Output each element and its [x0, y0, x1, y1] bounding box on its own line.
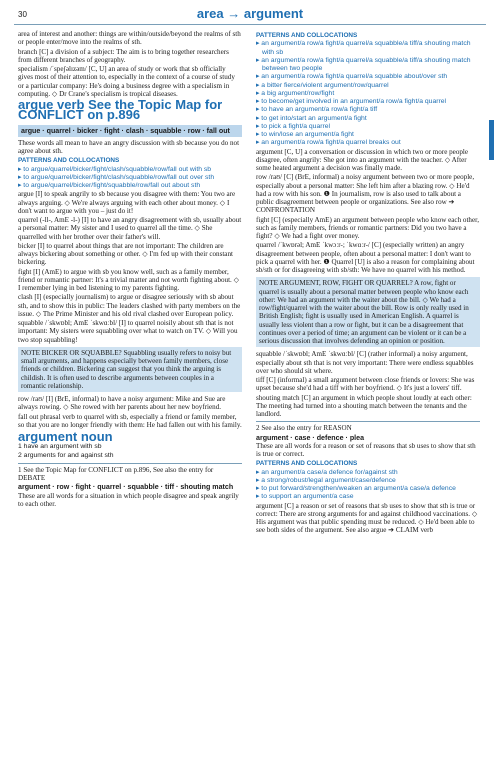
- entry-argument-reason: argument [C] a reason or set of reasons that sb uses to show that sth is true or correct: There are strong arguments for and against childhood vaccinations. ◇ His argument was that public spending must be reduced. ◇ He'd been able to see both sides of the argument. See also argue ➔ CLAIM verb: [256, 501, 478, 535]
- argument-synonyms-line: argument · row · fight · quarrel · squabble · tiff · shouting match: [18, 483, 234, 492]
- collocation-item: ▸ to have an argument/a row/a fight/a tiff: [256, 106, 378, 114]
- entry-fall-out: fall out phrasal verb to quarrel with sb, especially a friend or family member, so that you are no longer friendly with them: He had fallen out with his family.: [18, 412, 242, 429]
- entry-tiff: tiff [C] (informal) a small argument between close friends or lovers: She was upset because she'd had a tiff with her boyfriend. ◇ It's just a lovers' tiff.: [256, 376, 475, 393]
- headword-argue-line: [18, 97, 242, 123]
- entry-quarrel: quarrel /ˈkwɒrəl; AmE ˈkwɔːr-; ˈkwɑːr-/ [C] (especially written) an angry disagreement between people, often about a personal matter: I don't want to pick a quarrel with her. ❶ Quarrel [U] is also a reason for complaining about sb/sth or for disagreeing with sb/sth: We have no quarrel with his method.: [256, 241, 475, 274]
- collocation-item: ▸ to pick a fight/a quarrel: [256, 122, 331, 130]
- sense-list-item: 1 have an argument with sb: [18, 443, 102, 451]
- collocation-item: ▸ an argument/a row/a fight/a quarrel/a squabble about/over sth: [256, 73, 448, 81]
- entry-argument: argument [C, U] a conversation or discussion in which two or more people disagree, often angrily: She got into an argument with the teacher. ◇ After some heated argument a decision was finally made.: [256, 147, 469, 172]
- headword-argue: argue verb See the Topic Map for CONFLICT on p.896: [18, 97, 223, 123]
- collocation-item: ▸ to become/get involved in an argument/a row/a fight/a quarrel: [256, 98, 447, 105]
- collocation-item: ▸ to argue/quarrel/bicker/fight/clash/squabble/row/fall out with sb: [18, 165, 212, 173]
- argue-definition: These words all mean to have an angry discussion with sb because you do not agree about sth.: [18, 138, 240, 155]
- headword-argument: argument noun: [18, 429, 113, 444]
- collocation-item: ▸ a bitter fierce/violent argument/row/quarrel: [256, 81, 389, 89]
- argument-case-definition: These are all words for a reason or set of reasons that sb uses to show that sth is true or correct.: [256, 441, 476, 458]
- collocation-item: ▸ an argument/a row/a fight/a quarrel/a squabble/a tiff/a shouting match between two people: [256, 56, 471, 72]
- entry-quarrel: quarrel (-ll-, AmE -l-) [I] to have an angry disagreement with sb, usually about a personal matter: My sister and I used to quarrel all the time. ◇ She quarrelled with her brother over their father's will.: [18, 216, 242, 241]
- collocation-item: ▸ to win/lose an argument/a fight: [256, 131, 354, 138]
- collocation-item: ▸ to argue/quarrel/bicker/fight/clash/squabble/row/fall out over sth: [18, 173, 215, 181]
- collocation-item: ▸ an argument/a case/a defence for/against sth: [256, 468, 398, 476]
- patterns-heading: PATTERNS AND COLLOCATIONS: [256, 32, 358, 39]
- patterns-heading: PATTERNS AND COLLOCATIONS: [256, 460, 358, 468]
- entry-squabble: squabble /ˈskwɒbl; AmE ˈskwɑːbl/ [I] to quarrel noisily about sth that is not important: My sisters were squabbling over what to watch on TV. ◇ Will you two stop squabbling!: [18, 319, 238, 344]
- note-argument-row-fight-quarrel: NOTE ARGUMENT, ROW, FIGHT OR QUARREL? A row, fight or quarrel is usually about a personal matter between people who know each other: We had an argument with the waiter about the bill. ◇ We had a row/fight/quarrel with the waiter about the bill. Row is only really used in British English; fight is usually used in American English. A quarrel is usually less violent than a row or fight, but it can be a disagreement that continues over a period of time; an argument can be violent or it can be a serious discussion that involves defending an opinion or position.: [256, 277, 480, 347]
- argue-synonyms-bar: argue · quarrel · bicker · fight · clash · squabble · row · fall out: [18, 125, 242, 137]
- sense-1-ref: 1 See the Topic Map for CONFLICT on p.896, See also the entry for DEBATE: [18, 465, 214, 482]
- note-bicker-squabble: NOTE BICKER OR SQUABBLE? Squabbling usually refers to noisy but small arguments, and happens especially between family members, close friends or children. Bickering can suggest that you think the arguing is childish. It is often used to describe arguments between couples in a romantic relationship.: [18, 347, 242, 392]
- collocation-item: ▸ to support an argument/a case: [256, 493, 354, 501]
- section-divider: [256, 421, 480, 422]
- headword-argument-line: [18, 429, 242, 444]
- section-divider: [18, 463, 242, 464]
- page-header: area → argument: [196, 6, 304, 21]
- entry-argue: argue [I] to speak angrily to sb because you disagree with them: You two are always arguing. ◇ We're always arguing with each other about money. ◇ I don't want to argue with you – just do it!: [18, 190, 236, 215]
- entry-realm: area of interest and another: things are within/outside/beyond the realms of sth or people enter/move into the realms of sth.: [18, 30, 241, 47]
- entry-row: row /raʊ/ [C] (BrE, informal) a noisy argument between two or more people, especially about a personal matter: She left him after a blazing row. ◇ He'd had a row with his son. ❶ In journalism, row is also used to talk about a public disagreement between people or organizations. See also row ➔ CONFRONTATION: [256, 173, 475, 215]
- collocation-item: ▸ to argue/quarrel/bicker/fight/squabble/row/fall out about sth: [18, 182, 201, 189]
- left-column: [18, 30, 242, 509]
- sense-2-ref: 2 See also the entry for REASON: [256, 424, 352, 433]
- entry-clash: clash [I] (especially journalism) to argue or disagree seriously with sb about sth, and to show this in public: The leaders clashed with party members on the issue. ◇ The Prime Minister and his old rival clashed over European policy.: [18, 293, 241, 318]
- collocation-item: ▸ to get into/start an argument/a fight: [256, 114, 367, 122]
- page-number: 30: [18, 10, 27, 19]
- entry-fight: fight [I] (AmE) to argue with sb you know well, such as a family member, friend or romantic partner: It's a trivial matter and not worth fighting about. ◇ I remember lying in bed listening to my parents fighting.: [18, 267, 240, 292]
- patterns-heading: PATTERNS AND COLLOCATIONS: [18, 157, 120, 165]
- argument-definition: These are all words for a situation in which people disagree and speak angrily to each other.: [18, 491, 239, 508]
- entry-row: row /raʊ/ [I] (BrE, informal) to have a noisy argument: Mike and Sue are always rowing. ◇ She rowed with her parents about her new boyfriend.: [18, 395, 226, 412]
- collocation-item: ▸ an argument/a row/a fight/a quarrel/a squabble/a tiff/a shouting match with sb: [256, 40, 471, 56]
- collocation-item: ▸ an argument/a row/a fight/a quarrel breaks out: [256, 139, 401, 147]
- argument-case-synonyms-line: argument · case · defence · plea: [256, 433, 365, 442]
- sense-list-item: 2 arguments for and against sth: [18, 451, 114, 459]
- entry-squabble: squabble /ˈskwɒbl; AmE ˈskwɑːbl/ [C] (rather informal) a noisy argument, especially about sth that is not very important: There were endless squabbles over who should sit where.: [256, 350, 474, 375]
- entry-fight: fight [C] (especially AmE) an argument between people who know each other, such as family members, friends or romantic partners: Did you two have a fight? ◇ We had a fight over money.: [256, 215, 479, 240]
- collocation-item: ▸ to put forward/strengthen/weaken an argument/a case/a defence: [256, 485, 456, 492]
- collocation-item: ▸ a strong/robust/legal argument/case/defence: [256, 476, 396, 484]
- entry-specialism: specialism /ˈspeʃəlɪzəm/ [C, U] an area of study or work that sb officially gives most of their attention to, especially in the context of a course of study or a particular company: He's doing a business degree with a specialism in computing. ◇ Dr Crane's specialism is tropical diseases.: [18, 65, 235, 98]
- entry-shouting-match: shouting match [C] an argument in which people shout loudly at each other: The meeting had turned into a shouting match between the tenants and the landlord.: [256, 393, 472, 418]
- entry-bicker: bicker [I] to quarrel about things that are not important: The children are always bickering about something or other. ◇ I'm fed up with their constant bickering.: [18, 241, 233, 267]
- right-column: [256, 30, 480, 536]
- header-rule: [14, 24, 486, 25]
- edge-tab: [489, 120, 494, 160]
- entry-branch: branch [C] a division of a subject: The aim is to bring together researchers from different branches of geography.: [18, 47, 229, 64]
- collocation-item: ▸ a big argument/row/fight: [256, 89, 335, 97]
